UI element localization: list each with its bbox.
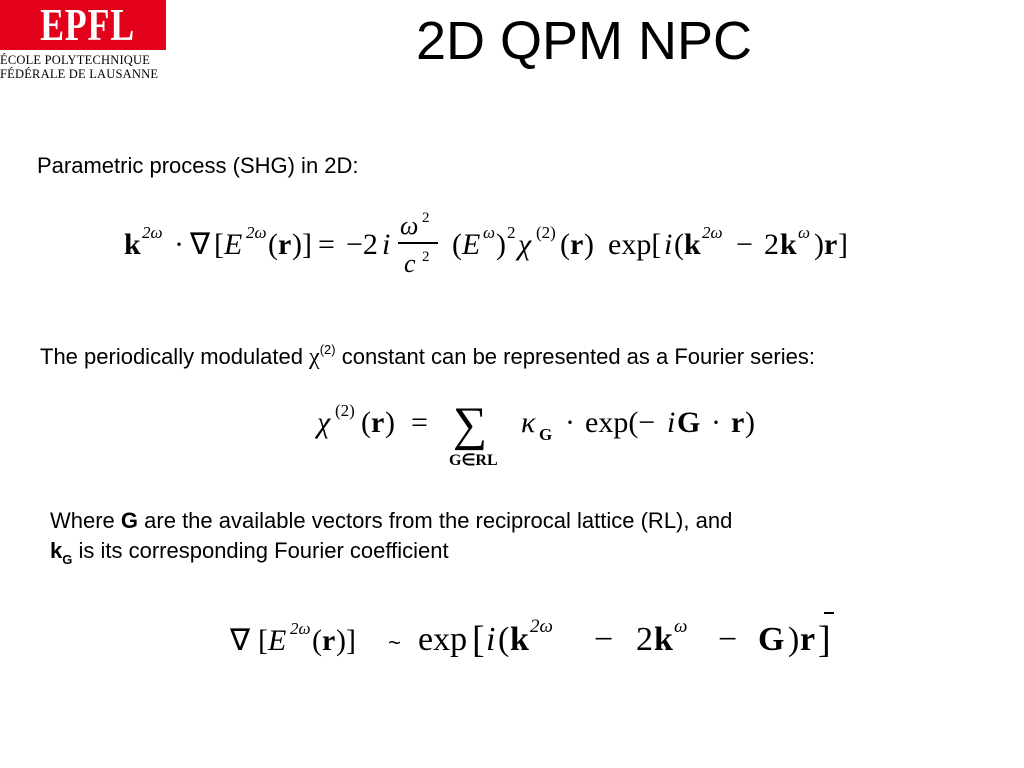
svg-text:r: r [824, 228, 838, 261]
svg-text:2: 2 [507, 223, 516, 242]
svg-text:(: ( [361, 406, 371, 439]
slide-title: 2D QPM NPC [416, 11, 753, 71]
equation-phase-graphic [228, 608, 848, 664]
svg-text:∇: ∇ [230, 624, 251, 657]
svg-text:]: ] [818, 619, 831, 661]
svg-text:−: − [718, 621, 738, 658]
svg-text:k: k [510, 621, 529, 658]
svg-text:G∈RL: G∈RL [449, 452, 498, 469]
svg-text:k: k [124, 228, 141, 261]
svg-text:=: = [411, 406, 428, 439]
equation-shg [122, 204, 942, 284]
svg-text:): ) [745, 406, 755, 439]
svg-text:ω: ω [674, 616, 688, 637]
svg-text:=: = [318, 228, 335, 261]
text-kg-after: is its corresponding Fourier coefficient [72, 538, 449, 563]
logo-line-2: FÉDÉRALE DE LAUSANNE [0, 67, 159, 81]
svg-text:r: r [322, 624, 336, 657]
svg-text:ω: ω [400, 211, 419, 240]
svg-text:): ) [496, 228, 506, 261]
text-pm-after: constant can be represented as a Fourier series: [335, 344, 815, 369]
svg-text:r: r [731, 406, 745, 439]
svg-text:i: i [667, 406, 676, 439]
svg-text:exp(−: exp(− [585, 406, 656, 439]
svg-text:(: ( [268, 228, 278, 261]
svg-text:i: i [382, 228, 391, 261]
svg-text:[: [ [472, 619, 485, 661]
svg-text:2: 2 [764, 228, 779, 261]
svg-text:·: · [565, 406, 575, 439]
svg-text:k: k [780, 228, 797, 261]
svg-text:): ) [788, 621, 800, 658]
svg-text:(: ( [312, 624, 322, 657]
text-kg-k: k [50, 538, 63, 563]
text-where-before: Where [50, 508, 121, 533]
svg-text:exp[: exp[ [608, 228, 662, 261]
text-periodically-modulated [40, 336, 815, 371]
svg-text:G: G [758, 621, 785, 658]
equation-fourier-graphic [315, 390, 785, 470]
svg-text:2ω: 2ω [246, 223, 267, 242]
svg-text:(: ( [452, 228, 462, 261]
logo-line-1: ÉCOLE POLYTECHNIQUE [0, 53, 151, 67]
svg-text:[: [ [258, 624, 268, 657]
epfl-logo [0, 0, 168, 84]
svg-text:−2: −2 [346, 228, 378, 261]
text-parametric-process: Parametric process (SHG) in 2D: [37, 153, 359, 178]
svg-text:): ) [814, 228, 824, 261]
text-kg-subscript: G [62, 552, 73, 567]
svg-text:(2): (2) [536, 223, 556, 242]
svg-text:E: E [462, 228, 481, 261]
svg-text:E: E [224, 228, 243, 261]
svg-text:2: 2 [422, 210, 430, 226]
equation-phase-matching [228, 608, 848, 664]
epfl-logo-box [0, 0, 166, 50]
svg-text:2ω: 2ω [530, 616, 553, 637]
svg-text:κ: κ [521, 406, 536, 439]
svg-text:ω: ω [483, 223, 496, 242]
svg-text:∇: ∇ [190, 228, 211, 261]
svg-text:)]: )] [336, 624, 356, 657]
svg-text:r: r [800, 621, 816, 658]
svg-text:): ) [584, 228, 594, 261]
epfl-logo-mark: EPFL [40, 0, 135, 50]
svg-text:]: ] [838, 228, 848, 261]
svg-text:2ω: 2ω [142, 223, 163, 242]
svg-text:2: 2 [422, 249, 430, 265]
svg-text:exp: exp [418, 621, 468, 658]
svg-text:ω: ω [798, 223, 811, 242]
svg-text:r: r [371, 406, 385, 439]
chi-superscript: (2) [319, 342, 336, 357]
text-where-after: are the available vectors from the reciprocal lattice (RL), and [138, 508, 733, 533]
svg-text:): ) [385, 406, 395, 439]
svg-text:k: k [684, 228, 701, 261]
text-pm-before: The periodically modulated [40, 344, 310, 369]
svg-text:(: ( [674, 228, 684, 261]
chi-symbol: χ [309, 344, 320, 370]
svg-text:χ: χ [317, 406, 331, 439]
svg-text:·: · [711, 406, 721, 439]
svg-text:r: r [278, 228, 292, 261]
svg-text:(2): (2) [335, 401, 355, 420]
svg-text:G: G [677, 406, 701, 439]
svg-text:2ω: 2ω [702, 223, 723, 242]
svg-text:k: k [654, 621, 673, 658]
svg-text:·: · [174, 228, 184, 261]
svg-text:∑: ∑ [453, 398, 488, 451]
svg-text:c: c [404, 249, 416, 278]
svg-text:−: − [736, 228, 753, 261]
text-where-g-bold: G [120, 508, 139, 533]
text-where-g [50, 507, 732, 535]
svg-text:i: i [664, 228, 673, 261]
equation-fourier-series [315, 390, 785, 470]
svg-text:2: 2 [636, 621, 653, 658]
svg-text:(: ( [560, 228, 570, 261]
svg-text:−: − [594, 621, 614, 658]
svg-text:)]: )] [292, 228, 312, 261]
svg-text:r: r [570, 228, 584, 261]
svg-text:E: E [268, 624, 287, 657]
svg-text:[: [ [214, 228, 224, 261]
svg-text:(: ( [498, 621, 510, 658]
svg-text:2ω: 2ω [290, 619, 311, 638]
equation-shg-graphic [122, 204, 942, 284]
text-kg-coefficient [50, 537, 449, 574]
svg-text:i: i [486, 621, 496, 658]
svg-text:~: ~ [388, 630, 401, 655]
svg-text:χ: χ [518, 228, 532, 261]
svg-text:G: G [539, 425, 553, 444]
